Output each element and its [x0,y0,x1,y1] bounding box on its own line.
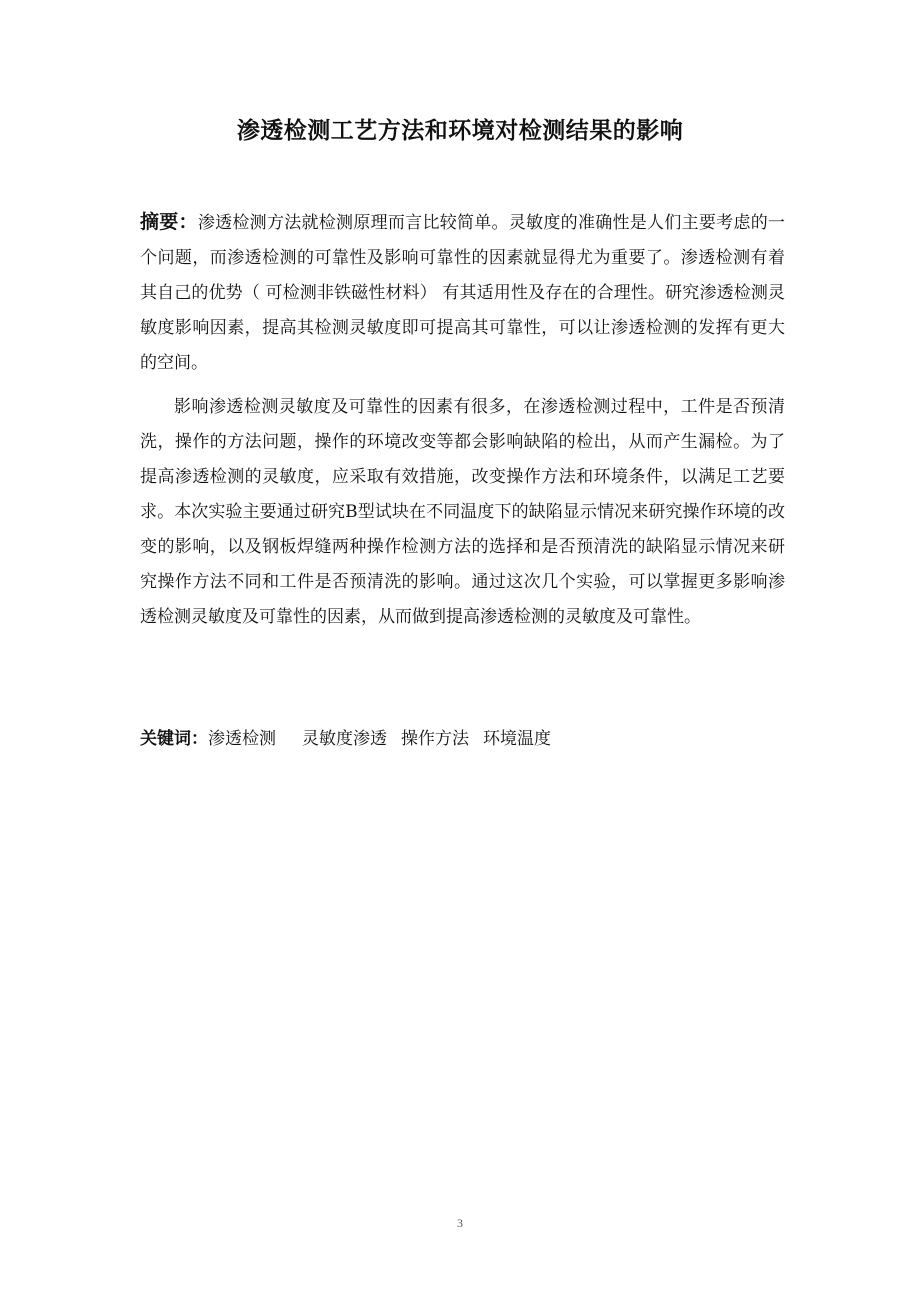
keyword-item: 操作方法 [401,729,469,749]
abstract-label: 摘要： [140,211,198,233]
keywords-label: 关键词： [140,729,208,749]
keyword-item: 环境温度 [483,729,551,749]
body-paragraph: 影响渗透检测灵敏度及可靠性的因素有很多，在渗透检测过程中，工件是否预清洗，操作的方法问题，操作的环境改变等都会影响缺陷的检出，从而产生漏检。为了提高渗透检测的灵敏度，应采取有效措施，改变操作方法和环境条件，以满足工艺要求。本次实验主要通过研究B型试块在不同温度下的缺陷显示情况来研究操作环境的改变的影响，以及钢板焊缝两种操作检测方法的选择和是否预清洗的缺陷显示情况来研究操作方法不同和工件是否预清洗的影响。通过这次几个实验，可以掌握更多影响渗透检测灵敏度及可靠性的因素，从而做到提高渗透检测的灵敏度及可靠性。 [140,397,785,627]
keyword-item: 灵敏度渗透 [302,729,387,749]
keywords-line [140,722,785,757]
page-number: 3 [457,1216,463,1230]
abstract-paragraph [140,205,785,381]
abstract-text: 渗透检测方法就检测原理而言比较简单。灵敏度的准确性是人们主要考虑的一个问题，而渗透检测的可靠性及影响可靠性的因素就显得尤为重要了。渗透检测有着其自己的优势（ 可检测非铁磁性材料） 有其适用性及存在的合理性。研究渗透检测灵敏度影响因素，提高其检测灵敏度即可提高其可靠性，可以让渗透检测的发挥有更大的空间。 [140,213,785,373]
document-title: 渗透检测工艺方法和环境对检测结果的影响 [236,118,684,144]
keyword-item: 渗透检测 [208,729,276,749]
